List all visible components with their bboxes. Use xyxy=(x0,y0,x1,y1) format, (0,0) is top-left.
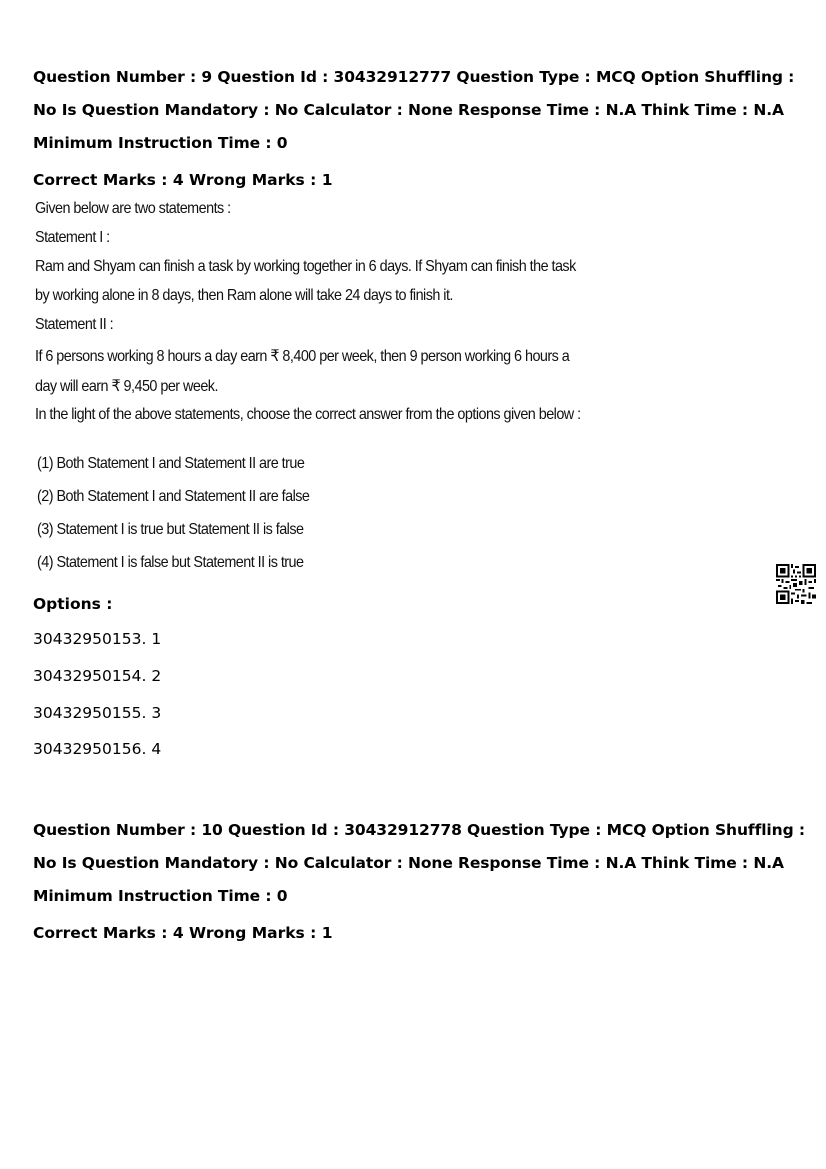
option-item: 30432950153. 1 xyxy=(33,630,162,648)
choice-item: (1) Both Statement I and Statement II are true xyxy=(37,455,305,472)
question-line: Given below are two statements : xyxy=(35,200,231,217)
option-item: 30432950156. 4 xyxy=(33,740,162,758)
question-line: day will earn ₹ 9,450 per week. xyxy=(35,378,218,395)
options-label: Options : xyxy=(33,595,113,613)
question-10-meta: Question Number : 10 Question Id : 30432912778 Question Type : MCQ Option Shuffling : No Is Question Mandatory : No Calculator : None Response Time : N.A Think Time : N.A Minimum Instruction Time : 0 xyxy=(33,821,805,905)
choice-item: (3) Statement I is true but Statement II is false xyxy=(37,521,304,538)
option-item: 30432950154. 2 xyxy=(33,667,162,685)
question-line: In the light of the above statements, choose the correct answer from the options given below : xyxy=(35,406,581,423)
question-line: Ram and Shyam can finish a task by working together in 6 days. If Shyam can finish the task xyxy=(35,258,576,275)
question-line: Statement II : xyxy=(35,316,114,333)
choice-item: (4) Statement I is false but Statement II is true xyxy=(37,554,304,571)
question-line: by working alone in 8 days, then Ram alone will take 24 days to finish it. xyxy=(35,287,453,304)
question-line: If 6 persons working 8 hours a day earn ₹ 8,400 per week, then 9 person working 6 hours a xyxy=(35,348,570,365)
question-10-marks: Correct Marks : 4 Wrong Marks : 1 xyxy=(33,924,333,942)
option-item: 30432950155. 3 xyxy=(33,704,162,722)
question-9-meta: Question Number : 9 Question Id : 30432912777 Question Type : MCQ Option Shuffling : No Is Question Mandatory : No Calculator : None Response Time : N.A Think Time : N.A Minimum Instruction Time : 0 xyxy=(33,68,795,152)
choice-item: (2) Both Statement I and Statement II are false xyxy=(37,488,310,505)
qr-code-icon xyxy=(776,564,816,604)
question-line: Statement I : xyxy=(35,229,110,246)
question-9-marks: Correct Marks : 4 Wrong Marks : 1 xyxy=(33,171,333,189)
